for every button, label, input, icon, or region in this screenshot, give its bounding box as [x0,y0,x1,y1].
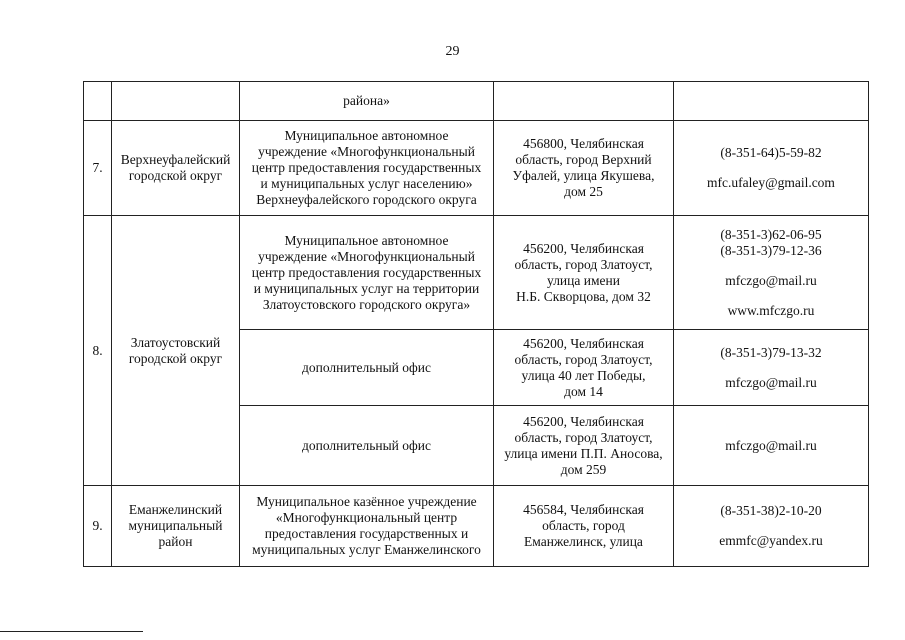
footnote-divider [0,631,143,632]
email-link[interactable]: mfczgo@mail.ru [725,437,817,453]
district-name: Еманжелинский муниципальный район [112,486,240,567]
contacts: (8-351-38)2-10-20 emmfc@yandex.ru [674,486,869,567]
table-row-8 [84,216,869,330]
contacts: (8-351-3)62-06-95 (8-351-3)79-12-36 mfczgo@mail.ru www.mfczgo.ru [674,216,869,330]
organization-name: Муниципальное казённое учреждение «Многофункциональный центр предоставления государственных и муниципальных услуг Еманжелинского [240,486,494,567]
table-row-9 [84,486,869,567]
address: 456200, Челябинская область, город Златоуст, улица имени Н.Б. Скворцова, дом 32 [494,216,674,330]
cell-address [494,82,674,121]
email-link[interactable]: emmfc@yandex.ru [719,533,823,548]
contacts: (8-351-64)5-59-82 mfc.ufaley@gmail.com [674,121,869,216]
cell-district [112,82,240,121]
email-link[interactable]: mfczgo@mail.ru [725,272,817,288]
organization-name: Муниципальное автономное учреждение «Многофункциональный центр предоставления государственных и муниципальных услуг на территории Златоустовского городского округа» [240,216,494,330]
page-number: 29 [445,44,460,59]
organization-name: дополнительный офис [240,406,494,486]
row-number: 7. [84,121,112,216]
cell-org: района» [240,82,494,121]
row-number: 9. [84,486,112,567]
mfc-table [83,81,869,567]
address: 456200, Челябинская область, город Златоуст, улица 40 лет Победы, дом 14 [494,330,674,406]
email-link[interactable]: mfczgo@mail.ru [725,374,817,390]
email-link[interactable]: mfc.ufaley@gmail.com [707,175,835,190]
district-name: Златоустовский городской округ [112,216,240,486]
cell-num [84,82,112,121]
cell-contacts [674,82,869,121]
address: 456584, Челябинская область, город Еманжелинск, улица [494,486,674,567]
website-link[interactable]: www.mfczgo.ru [727,302,815,318]
address: 456800, Челябинская область, город Верхний Уфалей, улица Якушева, дом 25 [494,121,674,216]
address: 456200, Челябинская область, город Златоуст, улица имени П.П. Аносова, дом 259 [494,406,674,486]
organization-name: дополнительный офис [240,330,494,406]
organization-name: Муниципальное автономное учреждение «Многофункциональный центр предоставления государственных и муниципальных услуг населению» Верхнеуфалейского городского округа [240,121,494,216]
district-name: Верхнеуфалейский городской округ [112,121,240,216]
table-row-7 [84,121,869,216]
contacts: (8-351-3)79-13-32 mfczgo@mail.ru [674,330,869,406]
row-number: 8. [84,216,112,486]
contacts [674,406,869,486]
table-row-continuation [84,82,869,121]
